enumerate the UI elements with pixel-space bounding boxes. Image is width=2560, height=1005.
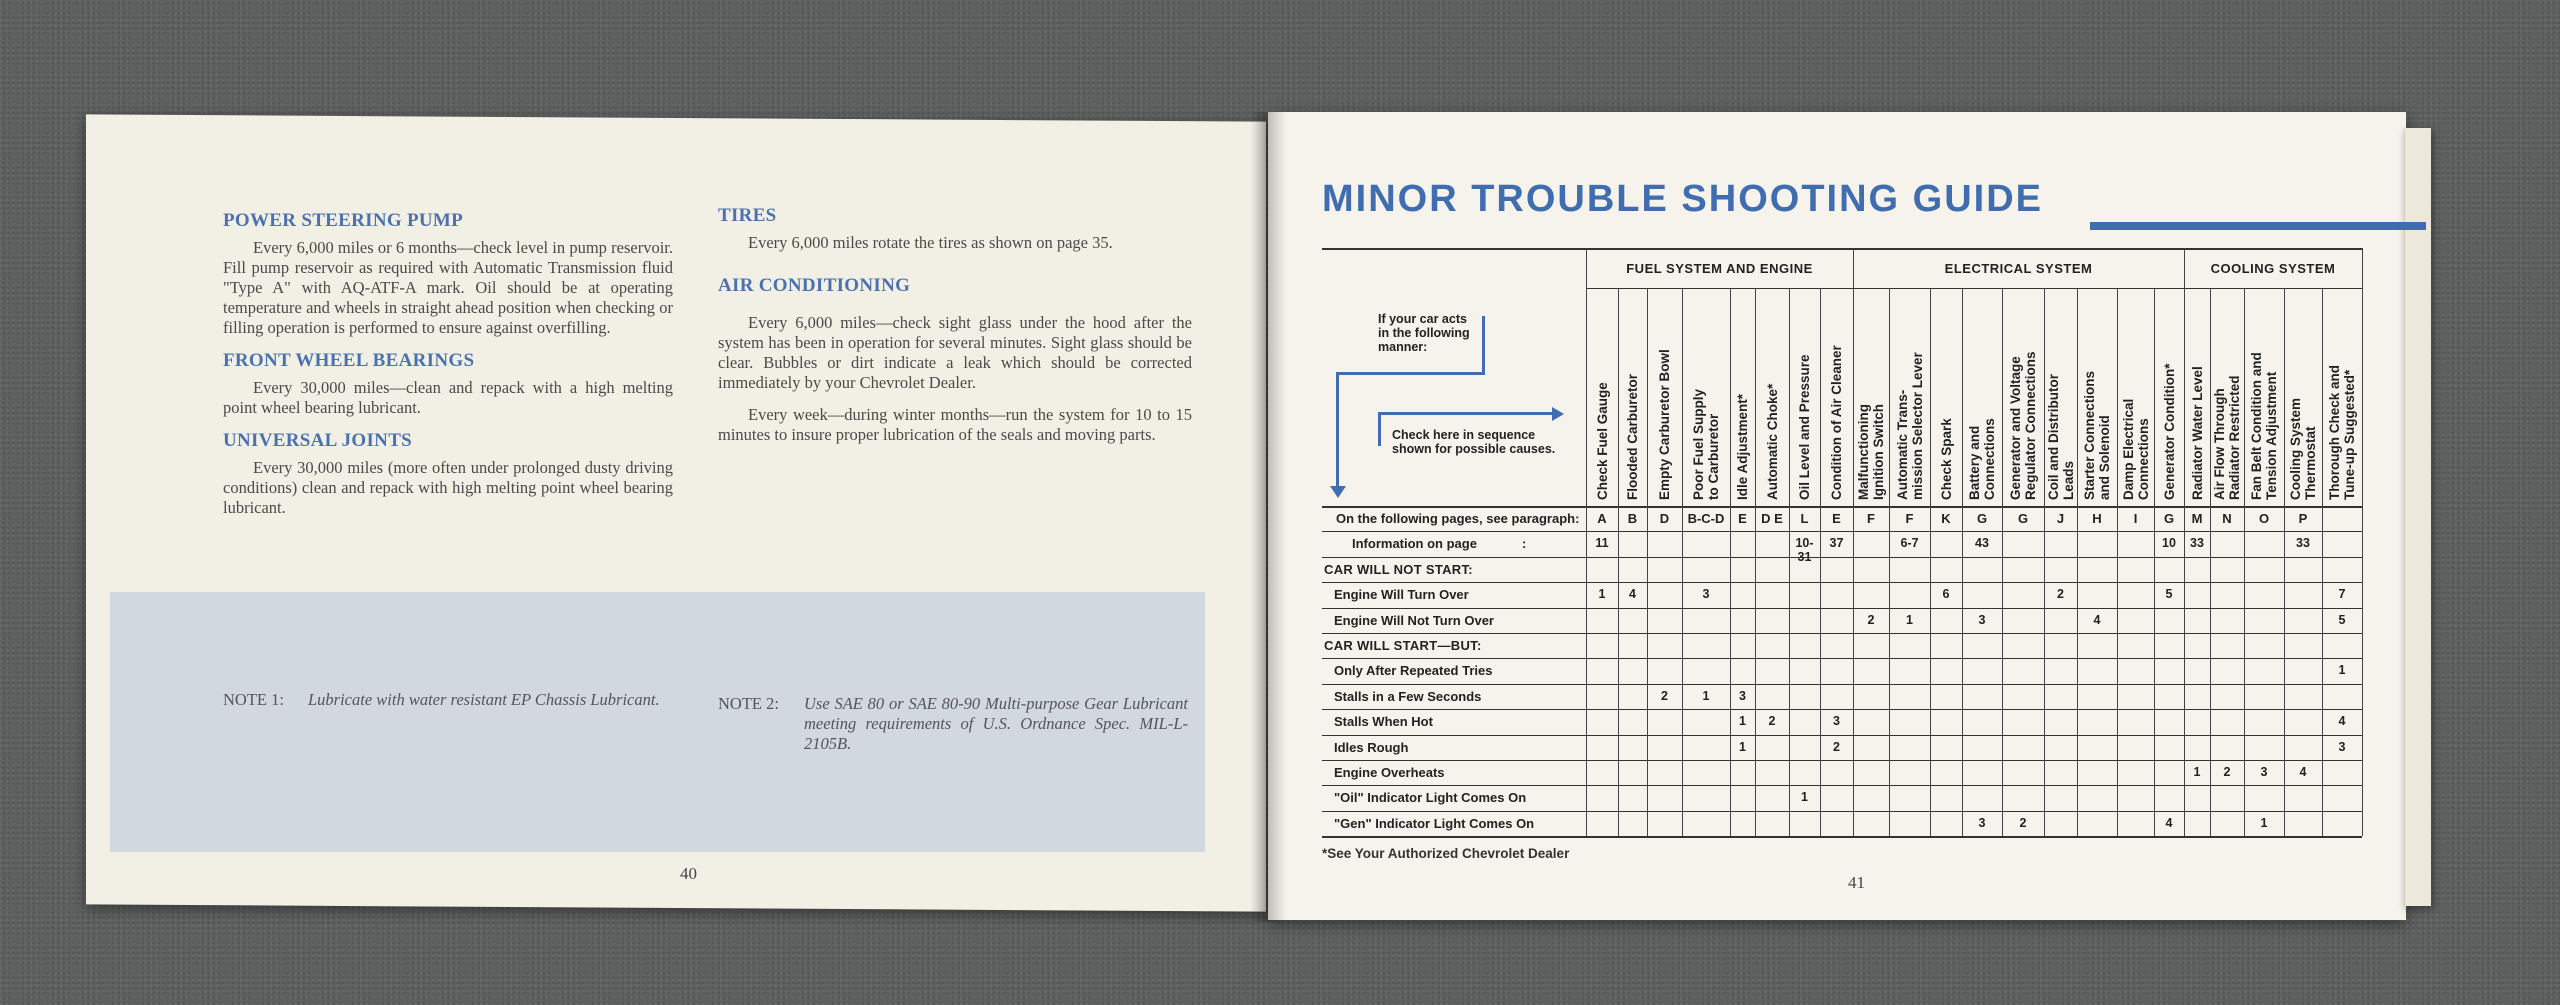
paragraph-code: D E (1761, 511, 1783, 526)
column-rule (1889, 288, 1890, 836)
table-cell: 3 (2338, 739, 2346, 754)
info-colon: : (1522, 536, 1527, 552)
note-1 (223, 690, 673, 710)
column-rule (2284, 288, 2285, 836)
column-rule (1930, 288, 1931, 836)
intro-instruction-bottom: Check here in sequence shown for possible causes. (1392, 428, 1556, 456)
section-body: Every week—during winter months—run the system for 10 to 15 minutes to insure proper lubrication of the seals and moving parts. (718, 405, 1192, 444)
column-header: Automatic Choke* (1764, 383, 1780, 500)
section-universal-joints (223, 430, 673, 518)
table-cell: 3 (2260, 765, 2268, 779)
group-label: ELECTRICAL SYSTEM (1944, 261, 2093, 276)
paragraph-code: J (2056, 511, 2065, 526)
table-cell: 2 (2223, 765, 2231, 779)
section-row-label: CAR WILL START—BUT: (1324, 638, 1482, 653)
row-rule (1322, 785, 2362, 786)
table-cell: 2 (1867, 612, 1875, 627)
info-page: 33 (2190, 536, 2204, 551)
table-cell: 1 (1801, 790, 1808, 805)
column-rule (2044, 288, 2045, 836)
symptom-label: Engine Will Turn Over (1334, 587, 1469, 603)
section-power-steering (223, 210, 673, 338)
left-column-2 (718, 205, 1192, 457)
column-rule (2244, 288, 2245, 836)
column-rule (2210, 288, 2211, 836)
column-header: Generator Condition* (2161, 363, 2177, 500)
paragraph-label: On the following pages, see paragraph: (1336, 511, 1580, 526)
column-rule (1820, 288, 1821, 836)
column-header: Poor Fuel Supply to Carburetor (1691, 388, 1721, 500)
info-page: 10-31 (1795, 536, 1814, 565)
note-2 (718, 694, 1192, 754)
column-header: Oil Level and Pressure (1797, 354, 1812, 500)
column-header: Malfunctioning Ignition Switch (1856, 404, 1886, 500)
info-label: Information on page (1352, 536, 1477, 552)
arrow-head-down (1330, 486, 1346, 498)
table-rule (1322, 248, 2362, 250)
paragraph-code: E (1832, 511, 1841, 526)
section-heading: UNIVERSAL JOINTS (223, 430, 413, 451)
paragraph-code: G (2163, 511, 2175, 526)
row-rule (1322, 582, 2362, 583)
column-header: Check Spark (1938, 418, 1954, 500)
column-rule (1647, 288, 1648, 836)
paragraph-code: G (1976, 511, 1988, 526)
table-cell: 6 (1942, 587, 1950, 602)
row-rule (1322, 557, 2362, 558)
column-rule (1730, 288, 1731, 836)
symptom-label: Engine Will Not Turn Over (1334, 612, 1494, 628)
table-cell: 4 (2165, 815, 2173, 830)
section-body: Every 6,000 miles or 6 months—check level in pump reservoir. Fill pump reservoir as required with Automatic Transmission fluid "Type A" with AQ-ATF-A mark. Oil should be at operating temperature and wheels in straight ahead position when checking or filling operation is performed to ensure against overfilling. (223, 238, 673, 337)
info-page: 43 (1975, 536, 1989, 551)
column-rule (2077, 288, 2078, 836)
arrow-line (1336, 372, 1339, 488)
section-heading: POWER STEERING PUMP (223, 210, 464, 231)
paragraph-code: K (1941, 511, 1951, 526)
column-header: Battery and Connections (1967, 418, 1997, 500)
table-cell: 3 (1702, 587, 1710, 602)
title-rule (2090, 222, 2426, 230)
paragraph-code: F (1867, 511, 1875, 526)
arrow-line (1336, 372, 1485, 375)
column-header: Fan Belt Condition and Tension Adjustment (2249, 352, 2279, 500)
paragraph-code: O (2258, 511, 2270, 526)
section-row-label: CAR WILL NOT START: (1324, 561, 1473, 577)
page-title: MINOR TROUBLE SHOOTING GUIDE (1322, 178, 2043, 220)
row-rule (1322, 836, 2362, 838)
column-header: Idle Adjustment* (1735, 393, 1750, 500)
row-rule (1322, 684, 2362, 685)
paragraph-code: E (1738, 511, 1747, 526)
table-cell: 3 (1739, 688, 1746, 703)
table-cell: 2 (2019, 815, 2027, 830)
column-rule (1755, 288, 1756, 836)
table-cell: 1 (2338, 663, 2346, 678)
column-header: Generator and Voltage Regulator Connections (2008, 351, 2038, 500)
table-cell: 1 (2193, 765, 2201, 779)
note-1-label: NOTE 1: (223, 690, 284, 709)
table-cell: 5 (2165, 587, 2173, 602)
row-rule (1322, 608, 2362, 609)
footnote: *See Your Authorized Chevrolet Dealer (1322, 846, 1570, 861)
table-cell: 4 (2299, 765, 2307, 779)
note-2-label: NOTE 2: (718, 694, 779, 713)
column-rule (2117, 288, 2118, 836)
trouble-shooting-table (1322, 248, 2374, 858)
table-cell: 7 (2338, 587, 2346, 602)
page-number-left: 40 (680, 864, 697, 883)
table-cell: 3 (1978, 612, 1986, 627)
section-body: Every 30,000 miles (more often under prolonged dusty driving conditions) clean and repack with high melting point wheel bearing lubricant. (223, 458, 673, 517)
info-page: 11 (1595, 536, 1609, 551)
table-cell: 2 (2057, 587, 2064, 602)
note-1-text: Lubricate with water resistant EP Chassis Lubricant. (308, 690, 660, 709)
info-page: 10 (2162, 536, 2176, 551)
paragraph-code: B (1627, 511, 1638, 526)
column-rule (2322, 288, 2323, 836)
paragraph-code: A (1597, 511, 1607, 526)
arrow-line (1482, 316, 1485, 374)
group-rule (1586, 288, 2362, 289)
table-cell: 1 (1598, 587, 1606, 602)
row-rule (1322, 506, 2362, 508)
paragraph-code: F (1905, 511, 1914, 526)
column-header: Air Flow Through Radiator Restricted (2212, 375, 2242, 500)
paragraph-code: M (2191, 511, 2203, 526)
table-cell: 3 (1978, 815, 1986, 830)
paragraph-code: L (1800, 511, 1809, 526)
paragraph-code: H (2092, 511, 2102, 526)
arrow-line (1378, 414, 1381, 446)
info-page: 37 (1829, 536, 1844, 551)
arrow-line (1378, 412, 1554, 415)
row-rule (1322, 709, 2362, 710)
column-rule (2362, 248, 2363, 836)
book-gutter (1250, 112, 1286, 922)
paragraph-code: I (2133, 511, 2138, 526)
table-cell: 2 (1661, 688, 1668, 703)
section-heading: FRONT WHEEL BEARINGS (223, 350, 475, 371)
table-cell: 2 (1833, 739, 1840, 754)
symptom-label: "Gen" Indicator Light Comes On (1334, 815, 1535, 831)
info-page: 33 (2296, 536, 2310, 551)
section-body: Every 6,000 miles rotate the tires as shown on page 35. (748, 233, 1113, 252)
section-body: Every 30,000 miles—clean and repack with a high melting point wheel bearing lubricant. (223, 378, 673, 417)
column-header: Empty Carburetor Bowl (1657, 349, 1672, 500)
paragraph-code: P (2298, 511, 2308, 526)
column-header: Radiator Water Level (2189, 366, 2205, 500)
column-header: Thorough Check and Tune-up Suggested* (2327, 365, 2357, 500)
table-cell: 4 (2093, 612, 2101, 627)
column-header: Cooling System Thermostat (2288, 397, 2318, 500)
row-rule (1322, 658, 2362, 659)
section-front-wheel-bearings (223, 350, 673, 418)
column-rule (1682, 288, 1683, 836)
row-rule (1322, 633, 2362, 634)
paragraph-code: D (1659, 511, 1670, 526)
table-cell: 4 (1629, 587, 1636, 602)
table-cell: 1 (1739, 739, 1746, 754)
section-air-conditioning-winter (718, 405, 1192, 445)
intro-instruction-top: If your car acts in the following manner: (1378, 312, 1470, 354)
symptom-label: Stalls When Hot (1334, 714, 1433, 730)
column-header: Flooded Carburetor (1625, 373, 1640, 500)
group-label: FUEL SYSTEM AND ENGINE (1626, 261, 1813, 276)
table-cell: 1 (1702, 688, 1710, 703)
column-header: Automatic Trans- mission Selector Lever (1894, 352, 1925, 500)
row-rule (1322, 811, 2362, 812)
group-label: COOLING SYSTEM (2210, 261, 2336, 276)
row-rule (1322, 760, 2362, 761)
table-cell: 3 (1833, 714, 1840, 729)
column-header: Check Fuel Gauge (1594, 382, 1610, 500)
paragraph-code: B-C-D (1687, 511, 1725, 526)
column-rule (2002, 288, 2003, 836)
column-rule (1853, 248, 1854, 836)
symptom-label: Only After Repeated Tries (1334, 663, 1493, 679)
left-column-1 (223, 210, 673, 530)
symptom-label: Engine Overheats (1334, 765, 1445, 780)
table-cell: 4 (2338, 714, 2346, 729)
info-page: 6-7 (1900, 536, 1919, 551)
row-rule (1322, 531, 2362, 532)
paragraph-code: G (2017, 511, 2029, 526)
column-rule (1962, 288, 1963, 836)
table-cell: 2 (1768, 714, 1776, 729)
section-air-conditioning (718, 275, 1192, 393)
section-heading: TIRES (718, 205, 777, 226)
symptom-label: Stalls in a Few Seconds (1334, 688, 1482, 704)
section-heading: AIR CONDITIONING (718, 275, 911, 296)
column-rule (1618, 288, 1619, 836)
page-number-right: 41 (1848, 873, 1865, 892)
note-2-text: Use SAE 80 or SAE 80-90 Multi-purpose Gear Lubricant meeting requirements of U.S. Ordnance Spec. MIL-L-2105B. (804, 694, 1188, 753)
column-header: Damp Electrical Connections (2120, 398, 2151, 500)
table-cell: 1 (2260, 815, 2268, 830)
table-cell: 1 (1906, 612, 1913, 627)
row-rule (1322, 735, 2362, 736)
column-header: Starter Connections and Solenoid (2082, 370, 2112, 500)
section-tires (718, 205, 1192, 253)
paragraph-code: N (2222, 511, 2232, 526)
page-edges (2404, 128, 2431, 906)
symptom-label: "Oil" Indicator Light Comes On (1334, 790, 1527, 806)
section-body: Every 6,000 miles—check sight glass under the hood after the system has been in operation for several minutes. Sight glass should be clear. Bubbles or dirt indicate a leak which should be corrected immediately by your Chevrolet Dealer. (718, 313, 1192, 392)
table-cell: 1 (1739, 714, 1746, 729)
column-header: Condition of Air Cleaner (1829, 345, 1844, 500)
column-rule (2154, 288, 2155, 836)
column-header: Coil and Distributor Leads (2045, 374, 2076, 500)
table-cell: 5 (2338, 612, 2346, 627)
symptom-label: Idles Rough (1334, 739, 1409, 755)
